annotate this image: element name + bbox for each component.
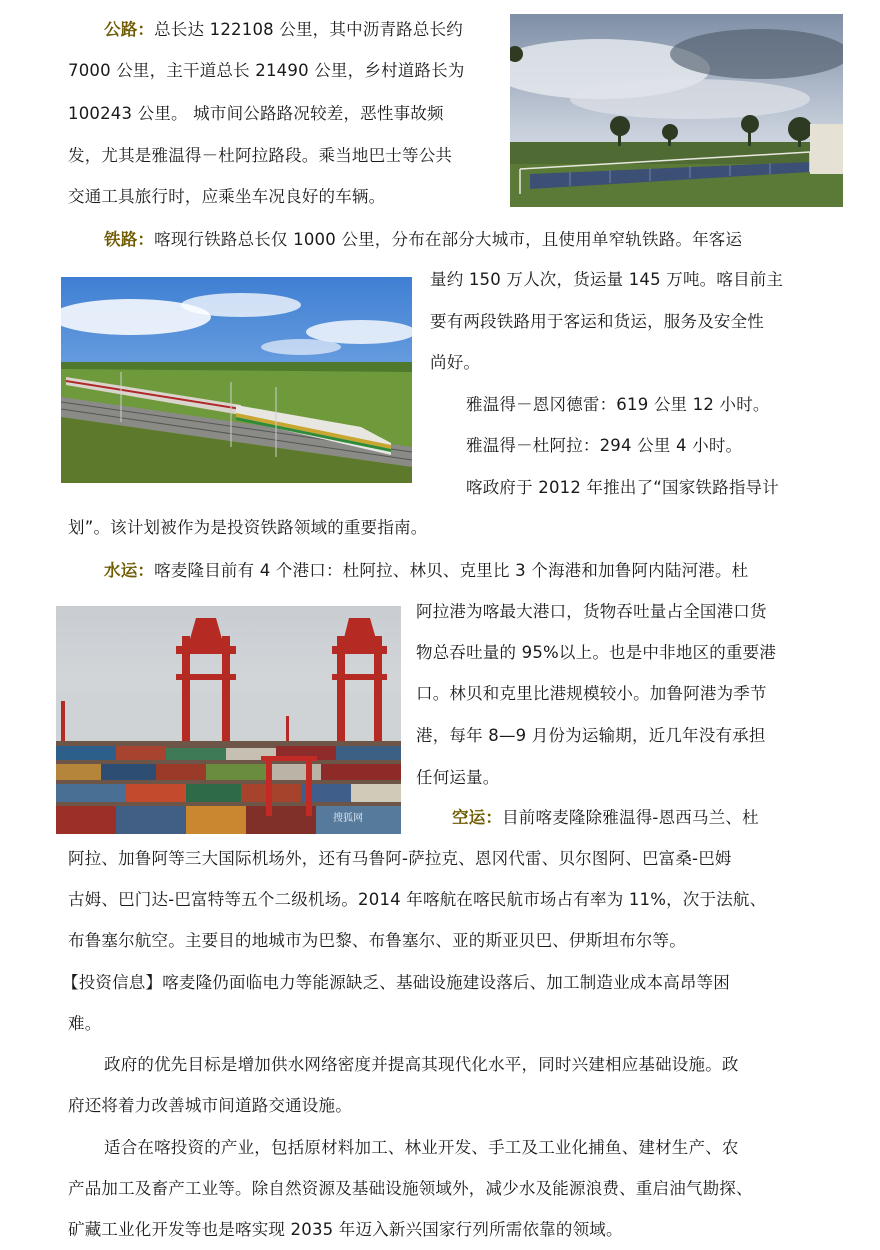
air-line-2: 阿拉、加鲁阿等三大国际机场外，还有马鲁阿-萨拉克、恩冈代雷、贝尔图阿、巴富桑-巴姆 xyxy=(68,849,732,868)
government-line-1: 政府的优先目标是增加供水网络密度并提高其现代化水平，同时兴建相应基础设施。政 xyxy=(104,1055,739,1074)
highway-line-1: 公路：总长达 122108 公里，其中沥青路总长约 xyxy=(104,20,463,39)
railway-line-1: 铁路：喀现行铁路总长仅 1000 公里，分布在部分大城市，且使用单窄轨铁路。年客运 xyxy=(104,230,743,249)
solar-farm-photo xyxy=(510,14,843,207)
railway-line-4: 尚好。 xyxy=(430,353,481,372)
air-line-1: 空运：目前喀麦隆除雅温得-恩西马兰、杜 xyxy=(452,808,759,827)
air-label: 空运： xyxy=(452,808,503,827)
water-line-6: 任何运量。 xyxy=(416,768,500,787)
water-line-4: 口。林贝和克里比港规模较小。加鲁阿港为季节 xyxy=(416,684,767,703)
investment-line-2: 难。 xyxy=(68,1014,102,1033)
railway-route-1: 雅温得－恩冈德雷：619 公里 12 小时。 xyxy=(466,395,770,414)
railway-plan-line-1: 喀政府于 2012 年推出了“国家铁路指导计 xyxy=(466,478,779,497)
railway-route-2: 雅温得－杜阿拉：294 公里 4 小时。 xyxy=(466,436,743,455)
government-line-2: 府还将着力改善城市间道路交通设施。 xyxy=(68,1096,352,1115)
air-line-4: 布鲁塞尔航空。主要目的地城市为巴黎、布鲁塞尔、亚的斯亚贝巴、伊斯坦布尔等。 xyxy=(68,931,686,950)
photo-watermark: 搜狐网 xyxy=(333,813,363,824)
highway-line-4: 发，尤其是雅温得－杜阿拉路段。乘当地巴士等公共 xyxy=(68,146,453,165)
water-line-2: 阿拉港为喀最大港口，货物吞吐量占全国港口货 xyxy=(416,602,767,621)
railway-line-3: 要有两段铁路用于客运和货运，服务及安全性 xyxy=(430,312,764,331)
train-photo xyxy=(61,277,412,483)
industry-line-2: 产品加工及畜产工业等。除自然资源及基础设施领域外，减少水及能源浪费、重启油气勘探、 xyxy=(68,1179,753,1198)
air-line-3: 古姆、巴门达-巴富特等五个二级机场。2014 年喀航在喀民航市场占有率为 11%，次于法航、 xyxy=(68,890,767,909)
highway-line-5: 交通工具旅行时，应乘坐车况良好的车辆。 xyxy=(68,187,386,206)
water-line-5: 港，每年 8—9 月份为运输期，近几年没有承担 xyxy=(416,726,766,745)
highway-line-3: 100243 公里。 城市间公路路况较差，恶性事故频 xyxy=(68,104,444,123)
railway-line-2: 量约 150 万人次，货运量 145 万吨。喀目前主 xyxy=(430,270,784,289)
railway-label: 铁路： xyxy=(104,230,155,249)
water-line-1: 水运：喀麦隆目前有 4 个港口：杜阿拉、林贝、克里比 3 个海港和加鲁阿内陆河港。杜 xyxy=(104,561,749,580)
industry-line-3: 矿藏工业化开发等也是喀实现 2035 年迈入新兴国家行列所需依靠的领域。 xyxy=(68,1220,623,1239)
highway-label: 公路： xyxy=(104,20,155,39)
industry-line-1: 适合在喀投资的产业，包括原材料加工、林业开发、手工及工业化捕鱼、建材生产、农 xyxy=(104,1138,739,1157)
port-photo xyxy=(56,606,401,834)
highway-line-2: 7000 公里，主干道总长 21490 公里，乡村道路长为 xyxy=(68,61,465,80)
railway-plan-line-2: 划”。该计划被作为是投资铁路领域的重要指南。 xyxy=(68,518,428,537)
investment-line-1: 【投资信息】喀麦隆仍面临电力等能源缺乏、基础设施建设落后、加工制造业成本高昂等困 xyxy=(62,973,730,992)
water-label: 水运： xyxy=(104,561,155,580)
water-line-3: 物总吞吐量的 95%以上。也是中非地区的重要港 xyxy=(416,643,777,662)
